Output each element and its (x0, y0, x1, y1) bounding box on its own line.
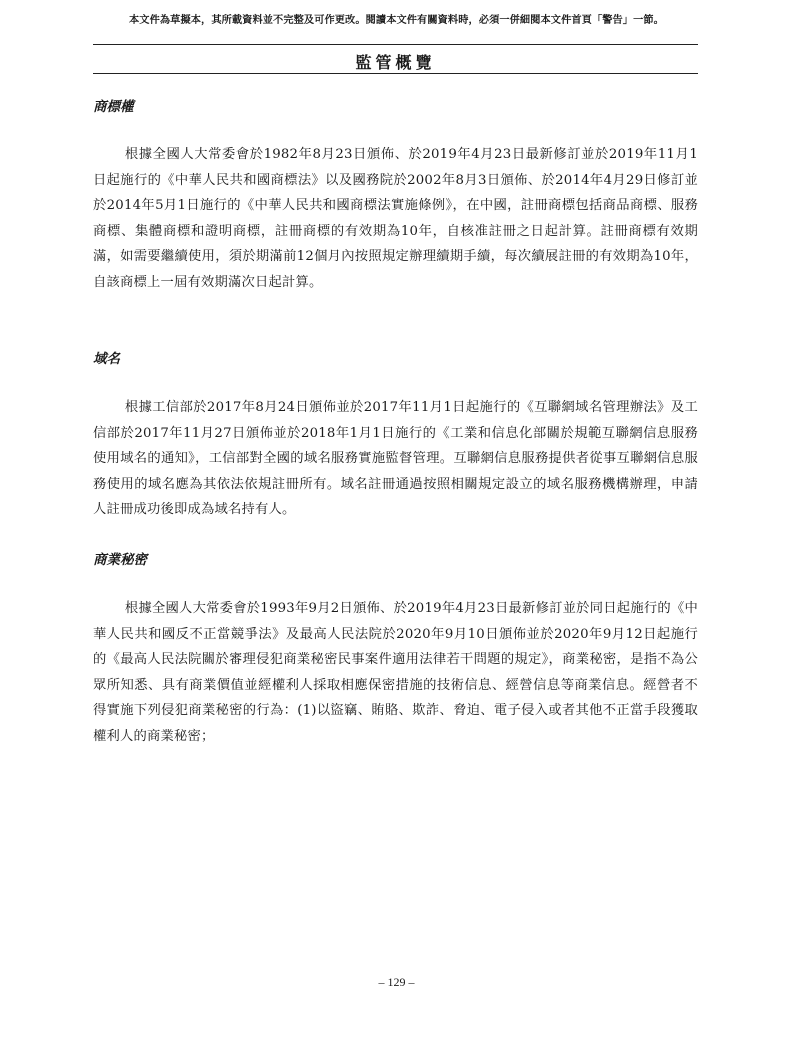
section-heading-trade-secret: 商業秘密 (93, 552, 147, 568)
section-paragraph-domain-name: 根據工信部於2017年8月24日頒佈並於2017年11月1日起施行的《互聯網域名管理辦法》及工信部於2017年11月27日頒佈並於2018年1月1日施行的《工業和信息化部關於規範互聯網信息服務使用域名的通知》，工信部對全國的域名服務實施監督管理。互聯網信息服務提供者從事互聯網信息服務使用的域名應為其依法依規註冊所有。域名註冊通過按照相關規定設立的域名服務機構辦理，申請人註冊成功後即成為域名持有人。 (93, 400, 698, 517)
page-number: – 129 – (378, 975, 415, 989)
draft-warning-banner: 本文件為草擬本，其所載資料並不完整及可作更改。閱讀本文件有關資料時，必須一併細閱本文件首頁「警告」一節。 (129, 14, 664, 26)
section-heading-domain-name: 域名 (93, 351, 120, 367)
header-divider (93, 44, 698, 45)
section-heading-trademark: 商標權 (93, 99, 134, 115)
page-title: 監管概覽 (355, 53, 436, 72)
section-paragraph-trade-secret: 根據全國人大常委會於1993年9月2日頒佈、於2019年4月23日最新修訂並於同日起施行的《中華人民共和國反不正當競爭法》及最高人民法院於2020年9月10日頒佈並於2020年9月12日起施行的《最高人民法院關於審理侵犯商業秘密民事案件適用法律若干問題的規定》，商業秘密，是指不為公眾所知悉、具有商業價值並經權利人採取相應保密措施的技術信息、經營信息等商業信息。經營者不得實施下列侵犯商業秘密的行為：(1)以盜竊、賄賂、欺詐、脅迫、電子侵入或者其他不正當手段獲取權利人的商業秘密； (93, 601, 698, 744)
section-paragraph-trademark: 根據全國人大常委會於1982年8月23日頒佈、於2019年4月23日最新修訂並於2019年11月1日起施行的《中華人民共和國商標法》以及國務院於2002年8月3日頒佈、於2014年4月29日修訂並於2014年5月1日施行的《中華人民共和國商標法實施條例》，在中國，註冊商標包括商品商標、服務商標、集體商標和證明商標，註冊商標的有效期為10年，自核准註冊之日起計算。註冊商標有效期滿，如需要繼續使用，須於期滿前12個月內按照規定辦理續期手續，每次續展註冊的有效期為10年，自該商標上一屆有效期滿次日起計算。 (93, 147, 698, 290)
title-divider (93, 73, 698, 74)
